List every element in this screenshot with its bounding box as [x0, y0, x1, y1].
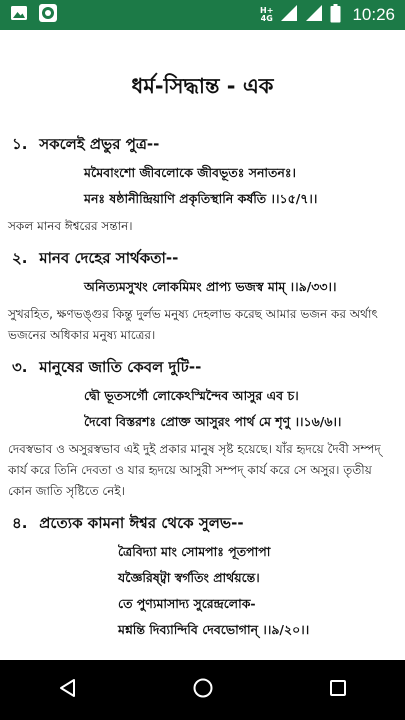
- section-1: [0, 133, 405, 237]
- verse-line: ত্রৈবিদ্যা মাং সোমপাঃ পূতপাপা: [118, 544, 271, 559]
- section-title: প্রত্যেক কামনা ঈশ্বর থেকে সুলভ--: [39, 514, 244, 532]
- signal-icon-2: [305, 4, 323, 26]
- meaning-text: দেবস্বভাব ও অসুরস্বভাব এই দুই প্রকার মানুষ সৃষ্ট হয়েছে। যাঁর হৃদয়ে দৈবী সম্পদ্ কার্য করে তিনি দেবতা ও যার হৃদয়ে আসুরী সম্পদ্ কার্য করে সে অসুর। তৃতীয় কোন জাতি সৃষ্টিতে নেই।: [8, 442, 381, 498]
- verse-line: দ্বৌ ভূতসর্গৌ লোকেঽস্মিন্দৈব আসুর এব চ।: [84, 388, 299, 403]
- verse-line: মমৈবাংশো জীবলোকে জীবভূতঃ সনাতনঃ।: [84, 165, 297, 180]
- home-button[interactable]: [173, 660, 233, 720]
- section-title: মানব দেহের সার্থকতা--: [39, 249, 179, 267]
- verse-line: মশ্নন্তি দিব্যান্দিবি দেবভোগান্ ।।৯/২০।।: [118, 622, 310, 637]
- recents-icon: [328, 678, 348, 702]
- app-icon: [38, 3, 58, 27]
- home-icon: [192, 677, 214, 703]
- verse-line: অনিত্যমসুখং লোকমিমং প্রাপ্য ভজস্ব মাম্ ।।৯/৩৩।।: [84, 279, 337, 294]
- verse-line: মনঃ ষষ্ঠানীন্দ্রিয়াণি প্রকৃতিস্থানি কর্ষতি ।।১৫/৭।।: [84, 191, 318, 206]
- section-number: ৩.: [12, 358, 28, 376]
- verse-line: যজ্ঞৈরিষ্ট্বা স্বর্গতিং প্রার্থয়ন্তে।: [118, 570, 260, 585]
- signal-icon: [280, 4, 298, 26]
- back-icon: [57, 677, 79, 703]
- section-heading: [0, 133, 405, 158]
- page-title: ধর্ম-সিদ্ধান্ত - এক: [131, 74, 274, 98]
- navigation-bar: [0, 660, 405, 720]
- section-3: [0, 356, 405, 502]
- back-button[interactable]: [38, 660, 98, 720]
- network-type: [260, 7, 273, 23]
- verse-line: দৈবো বিস্তরশঃ প্রোক্ত আসুরং পার্থ মে শৃণু ।।১৬/৬।।: [84, 414, 342, 429]
- section-heading: [0, 356, 405, 381]
- status-bar: [0, 0, 405, 30]
- section-number: ১.: [12, 135, 28, 153]
- section-title: সকলেই প্রভুর পুত্র--: [39, 135, 160, 153]
- section-heading: [0, 512, 405, 537]
- image-icon: [10, 5, 28, 25]
- page-content[interactable]: [0, 30, 405, 660]
- meaning-text: সকল মানব ঈশ্বরের সন্তান।: [8, 219, 133, 233]
- meaning-text: সুখরহিত, ক্ষণভঙ্গুর কিন্তু দুর্লভ মনুষ্য দেহলাভ করেছ আমার ভজন কর অর্থাৎ ভজনের অধিকার মনুষ্য মাত্রের।: [8, 307, 378, 342]
- network-type-top: H+: [260, 6, 274, 15]
- section-number: ২.: [12, 249, 28, 267]
- clock: 10:26: [352, 5, 395, 24]
- network-type-bottom: 4G: [260, 14, 273, 23]
- verse-line: তে পুণ্যমাসাদ্য সুরেন্দ্রলোক-: [118, 596, 256, 611]
- section-4: [0, 512, 405, 639]
- section-2: [0, 247, 405, 346]
- section-number: ৪.: [12, 514, 28, 532]
- section-heading: [0, 247, 405, 272]
- battery-icon: [330, 4, 341, 27]
- recents-button[interactable]: [308, 660, 368, 720]
- section-title: মানুষের জাতি কেবল দুটি--: [39, 358, 202, 376]
